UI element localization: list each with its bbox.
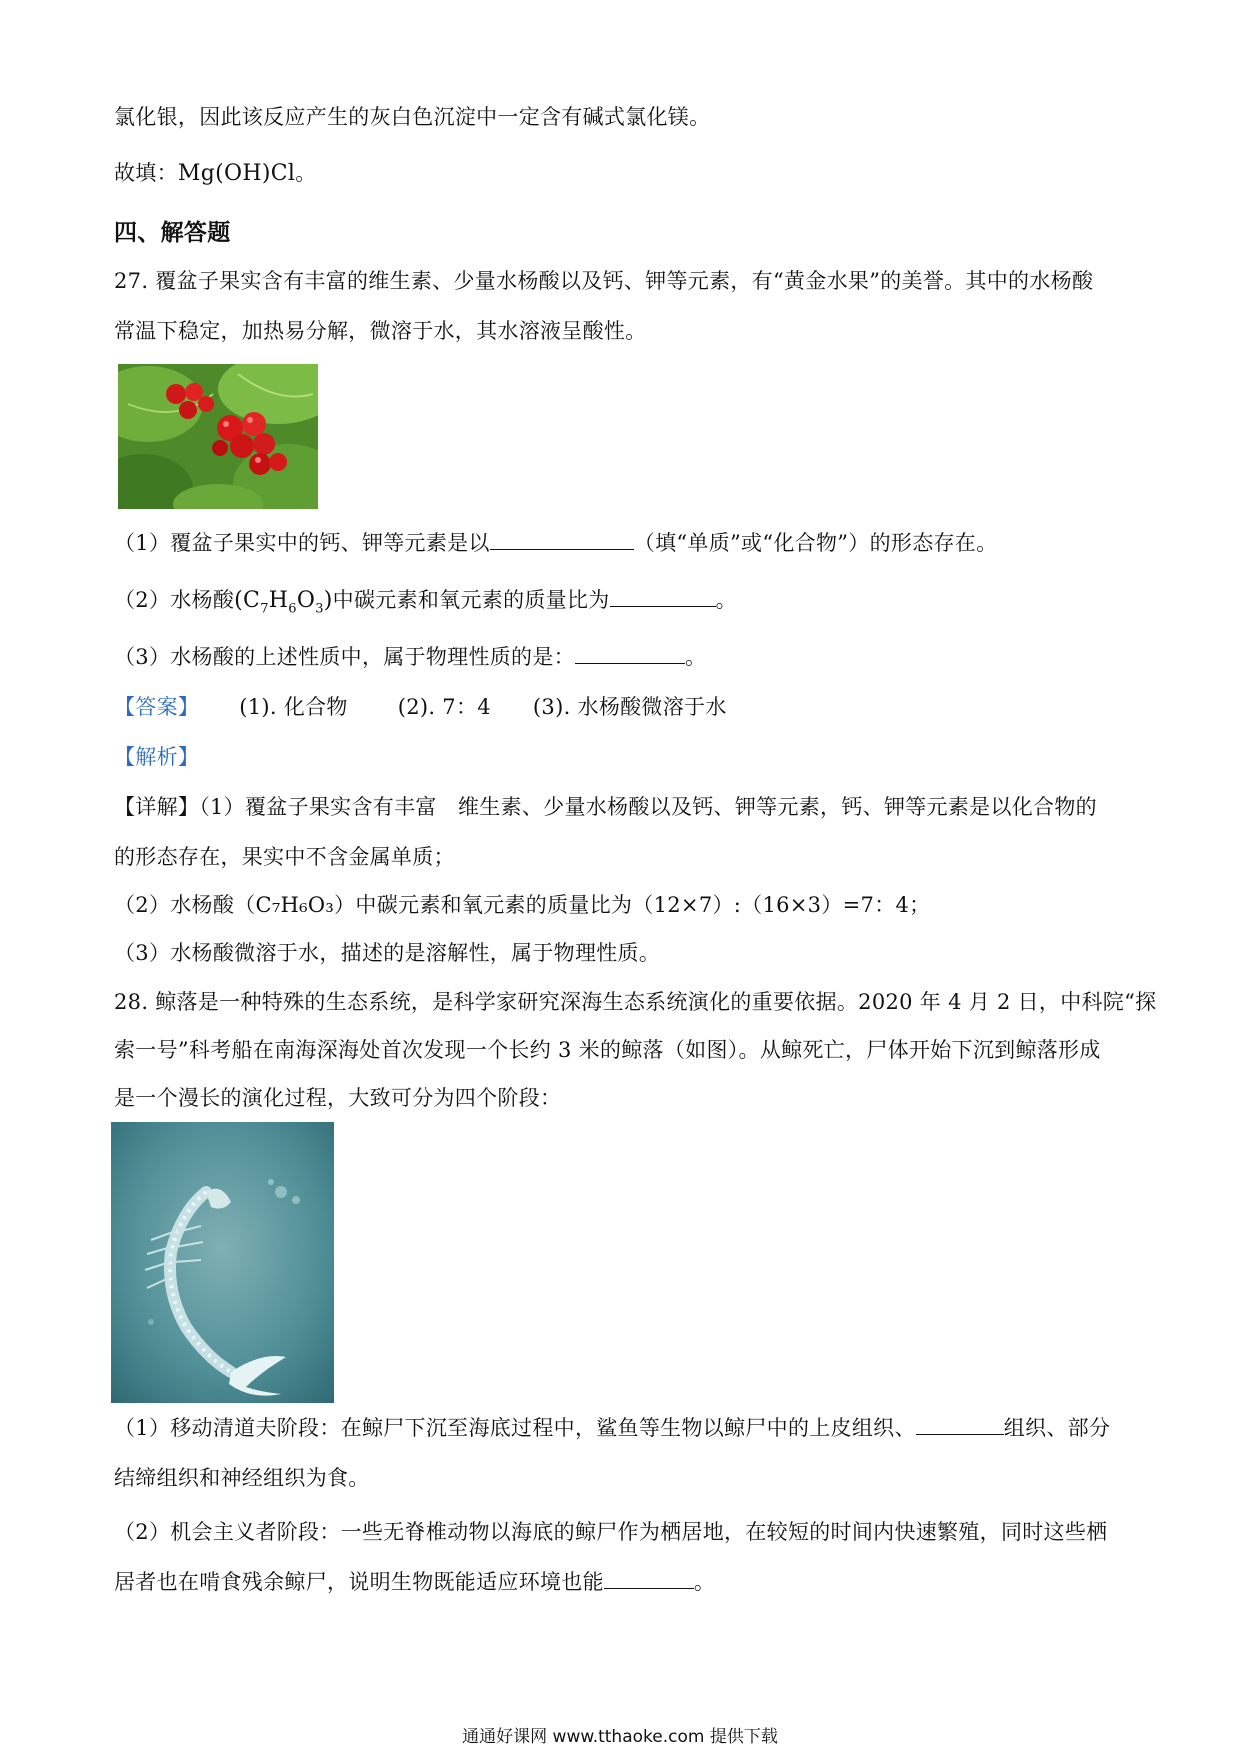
q27-sub3-prefix: （3）水杨酸的上述性质中，属于物理性质的是： [114,645,575,669]
answer-item-3: (3). 水杨酸微溶于水 [532,695,727,719]
q27-detail-line1 [114,792,1097,822]
q28-sub2-line1: （2）机会主义者阶段：一些无脊椎动物以海底的鲸尸作为栖居地，在较短的时间内快速繁殖，同时这些栖 [114,1520,1108,1544]
q27-sub2-end: 。 [715,588,737,612]
q27-sub3-blank [575,662,685,664]
formula-close: ) [323,588,333,613]
formula-h: H [268,588,289,613]
detail-text-1: （1）覆盆子果实含有丰富 维生素、少量水杨酸以及钙、钾等元素，钙、钾等元素是以化合物的 [199,795,1097,819]
whale-fall-photo [111,1122,334,1403]
q28-sub2-blank [604,1587,694,1589]
salicylic-acid-formula [234,588,333,617]
q27-answer [114,692,727,722]
q27-sub1-prefix: （1）覆盆子果实中的钙、钾等元素是以 [114,531,490,555]
q27-sub3 [114,642,706,672]
page-footer: 通通好课网 www.tthaoke.com 提供下载 [462,1727,778,1747]
raspberry-illustration [118,364,318,509]
q27-sub3-end: 。 [684,645,707,669]
q27-sub1 [114,528,997,558]
q27-sub2-blank [610,605,716,607]
answer-fill-line [114,158,317,189]
paragraph-continuation: 氯化银，因此该反应产生的灰白色沉淀中一定含有碱式氯化镁。 [114,105,711,129]
q27-sub2-prefix: （2）水杨酸 [114,588,235,612]
q27-sub2 [114,585,737,616]
q28-sub2-line2 [114,1567,715,1597]
q27-sub1-suffix: （填“单质”或“化合物”）的形态存在。 [633,531,998,555]
q27-detail-line4: （3）水杨酸微溶于水，描述的是溶解性，属于物理性质。 [114,941,661,965]
q27-detail-line3: （2）水杨酸（C₇H₆O₃）中碳元素和氧元素的质量比为（12×7）:（16×3）=7：4； [114,893,931,917]
q28-sub1 [114,1413,1110,1443]
answer-item-1: (1). 化合物 [239,695,348,719]
formula-sub-c: 7 [260,601,269,617]
formula-sub-o: 3 [315,601,324,617]
formula-o: O [296,588,316,613]
q28-intro-line1: 28. 鲸落是一种特殊的生态系统，是科学家研究深海生态系统演化的重要依据。2020 年 4 月 2 日，中科院“探 [114,990,1157,1014]
whale-fall-illustration [111,1122,334,1403]
section-heading: 四、解答题 [114,220,231,246]
chemical-formula: Mg(OH)Cl [177,161,296,186]
q27-intro-line2: 常温下稳定，加热易分解，微溶于水，其水溶液呈酸性。 [114,319,647,343]
q28-sub1-suffix: 组织、部分 [1003,1416,1111,1440]
detail-label: 【详解】 [114,795,200,819]
fill-suffix: 。 [295,161,317,185]
formula-open: (C [234,588,261,613]
q28-sub1-prefix: （1）移动清道夫阶段：在鲸尸下沉至海底过程中，鲨鱼等生物以鲸尸中的上皮组织、 [114,1416,916,1440]
q28-sub2-end: 。 [693,1570,716,1594]
raspberry-photo [118,364,318,509]
analysis-label: 【解析】 [114,745,200,769]
q28-sub1-blank [916,1433,1004,1435]
q27-detail-line2: 的形态存在，果实中不含金属单质； [114,845,455,869]
q28-sub2-prefix: 居者也在啃食残余鲸尸，说明生物既能适应环境也能 [114,1570,604,1594]
fill-prefix: 故填： [114,161,178,185]
q27-intro-line1: 27. 覆盆子果实含有丰富的维生素、少量水杨酸以及钙、钾等元素，有“黄金水果”的美誉。其中的水杨酸 [114,269,1094,293]
q27-sub2-suffix: 中碳元素和氧元素的质量比为 [332,588,610,612]
q28-intro-line2: 索一号”科考船在南海深海处首次发现一个长约 3 米的鲸落（如图）。从鲸死亡，尸体开始下沉到鲸落形成 [114,1038,1101,1062]
q28-intro-line3: 是一个漫长的演化过程，大致可分为四个阶段： [114,1086,562,1110]
answer-label: 【答案】 [114,695,200,719]
answer-item-2: (2). 7：4 [397,695,491,719]
q28-sub1-line2: 结缔组织和神经组织为食。 [114,1466,370,1490]
q27-sub1-blank [490,548,634,550]
formula-sub-h: 6 [288,601,297,617]
